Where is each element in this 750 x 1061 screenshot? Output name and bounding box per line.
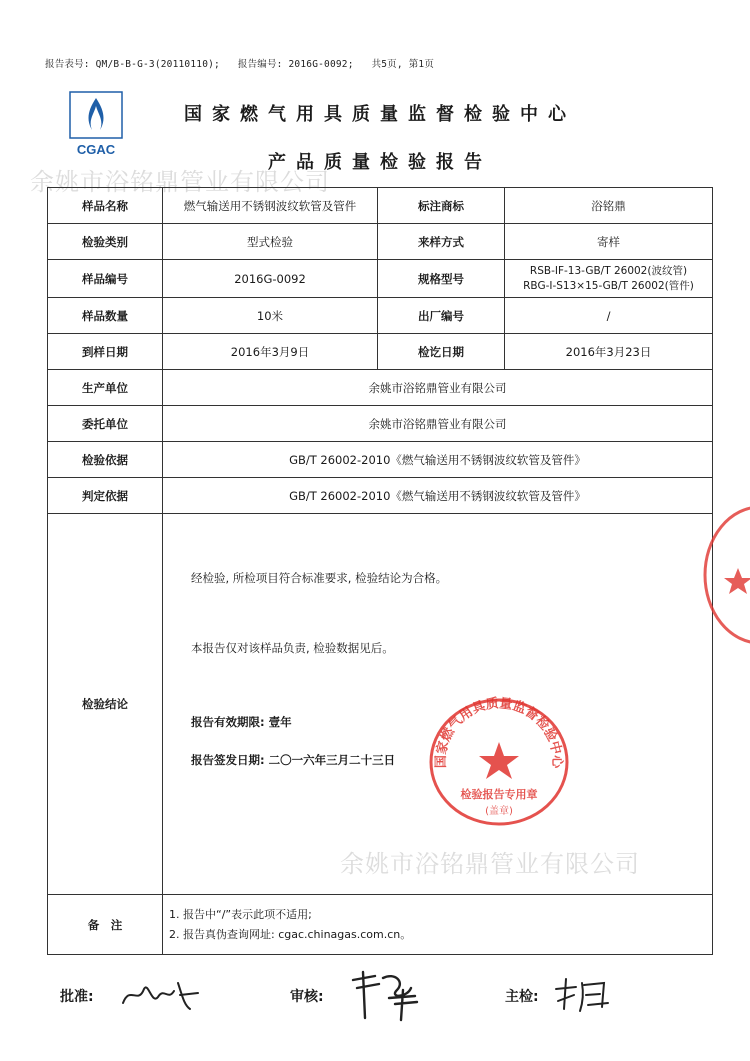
inspection-seal (424, 690, 574, 830)
cgac-logo (68, 90, 124, 158)
sample-name-label: 样品名称 (48, 188, 163, 224)
conclusion-label: 检验结论 (48, 514, 163, 895)
model-value (505, 260, 713, 298)
page-count: 共5页, 第1页 (371, 59, 435, 70)
manufacturer-label: 生产单位 (48, 370, 163, 406)
arrival-date-label: 到样日期 (48, 334, 163, 370)
report-header-line (45, 56, 446, 70)
seal-arc-text: 国家燃气用具质量监督检验中心 (433, 696, 565, 769)
sampling-method-label: 来样方式 (378, 224, 505, 260)
chief-inspector-label: 主检: (505, 989, 539, 1005)
responsibility-text: 本报告仅对该样品负责, 检验数据见后。 (191, 641, 394, 655)
chief-inspector-signature (552, 975, 622, 1015)
partial-seal-edge (700, 500, 750, 650)
quantity-value: 10米 (163, 298, 378, 334)
seal-note: (盖章) (485, 806, 513, 817)
report-title: 产品质量检验报告 (268, 152, 492, 173)
star-icon (479, 742, 519, 779)
note-line-2: 2. 报告真伪查询网址: cgac.chinagas.com.cn。 (169, 927, 412, 941)
notes-content (163, 895, 713, 955)
client-label: 委托单位 (48, 406, 163, 442)
test-end-date-label: 检讫日期 (378, 334, 505, 370)
organization-title: 国家燃气用具质量监督检验中心 (184, 104, 576, 125)
trademark-label: 标注商标 (378, 188, 505, 224)
arrival-date-value: 2016年3月9日 (163, 334, 378, 370)
sample-no-label: 样品编号 (48, 260, 163, 298)
inspection-type-value: 型式检验 (163, 224, 378, 260)
factory-no-value: / (505, 298, 713, 334)
form-number: 报告表号: QM/B-B-G-3(20110110); (45, 59, 220, 70)
sample-name-value: 燃气输送用不锈钢波纹软管及管件 (163, 188, 378, 224)
watermark-bottom: 余姚市浴铭鼎管业有限公司 (340, 850, 640, 878)
basis-label: 检验依据 (48, 442, 163, 478)
basis-value: GB/T 26002-2010《燃气输送用不锈钢波纹软管及管件》 (163, 442, 713, 478)
model-line-1: RSB-ⅠF-13-GB/T 26002(波纹管) (529, 264, 688, 277)
report-number: 报告编号: 2016G-0092; (237, 59, 354, 70)
inspection-type-label: 检验类别 (48, 224, 163, 260)
validity-text: 报告有效期限: 壹年 (191, 715, 292, 729)
judgement-value: GB/T 26002-2010《燃气输送用不锈钢波纹软管及管件》 (163, 478, 713, 514)
notes-label: 备 注 (48, 895, 163, 955)
sample-no-value: 2016G-0092 (163, 260, 378, 298)
quantity-label: 样品数量 (48, 298, 163, 334)
logo-text: CGAC (76, 142, 116, 157)
approve-label: 批准: (60, 989, 94, 1005)
test-end-date-value: 2016年3月23日 (505, 334, 713, 370)
client-value: 余姚市浴铭鼎管业有限公司 (163, 406, 713, 442)
model-label: 规格型号 (378, 260, 505, 298)
trademark-value: 浴铭鼎 (505, 188, 713, 224)
model-line-2: RBG-Ⅰ-S13×15-GB/T 26002(管件) (523, 279, 694, 292)
review-label: 审核: (290, 989, 324, 1005)
flame-logo-icon (68, 90, 124, 158)
factory-no-label: 出厂编号 (378, 298, 505, 334)
sampling-method-value: 寄样 (505, 224, 713, 260)
seal-sub-text: 检验报告专用章 (460, 788, 538, 801)
approve-signature (118, 975, 208, 1015)
watermark-top: 余姚市浴铭鼎管业有限公司 (30, 168, 330, 196)
note-line-1: 1. 报告中“/”表示此项不适用; (169, 907, 312, 921)
report-table (47, 187, 713, 955)
issue-date-text: 报告签发日期: 二〇一六年三月二十三日 (191, 753, 396, 767)
review-signature (345, 968, 425, 1023)
manufacturer-value: 余姚市浴铭鼎管业有限公司 (163, 370, 713, 406)
conclusion-text: 经检验, 所检项目符合标准要求, 检验结论为合格。 (191, 571, 448, 585)
judgement-label: 判定依据 (48, 478, 163, 514)
